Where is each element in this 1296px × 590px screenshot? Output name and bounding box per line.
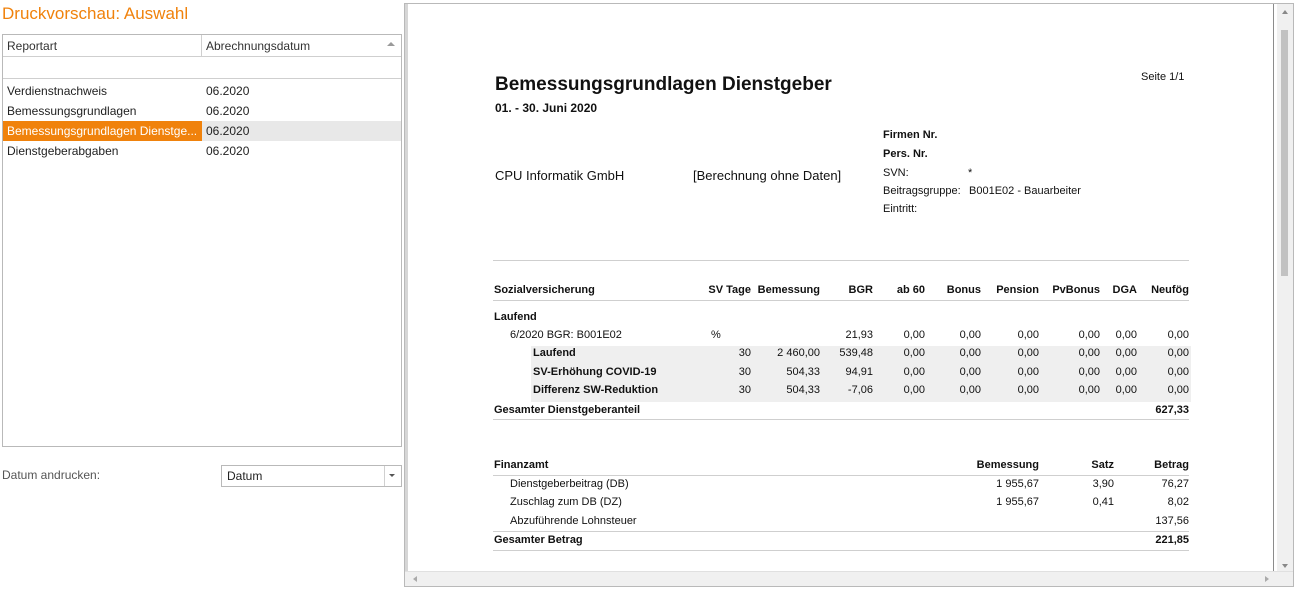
sv-row-label: SV-Erhöhung COVID-19 [533,366,657,378]
date-print-value: Datum [227,469,263,483]
fa-row-satz: 0,41 [1092,496,1114,508]
sv-row-pvbonus: 0,00 [1078,384,1100,396]
fa-row-label: Dienstgeberbeitrag (DB) [510,478,629,490]
report-title: Bemessungsgrundlagen Dienstgeber [495,74,832,95]
eintritt-label: Eintritt: [883,203,918,215]
fa-total-value: 221,85 [1155,534,1189,546]
sv-row-pvbonus: 0,00 [1078,329,1100,341]
sv-row-bemessung: 2 460,00 [777,347,820,359]
dropdown-button[interactable] [384,466,401,486]
divider [493,419,1189,420]
fa-header: Betrag [1154,459,1189,471]
date-print-select[interactable] [221,465,402,487]
fa-header: Bemessung [976,459,1039,471]
sv-row-pension: 0,00 [1017,366,1039,378]
sv-row-bgr: -7,06 [847,384,873,396]
fa-row-betrag: 8,02 [1167,496,1189,508]
list-item-selected[interactable] [3,121,401,141]
sv-header: Bemessung [757,284,820,296]
sv-header: PvBonus [1052,284,1100,296]
sv-header: ab 60 [896,284,925,296]
date-print-label: Datum andrucken: [2,468,101,482]
sv-row-neufoeg: 0,00 [1167,347,1189,359]
sv-header: Bonus [946,284,981,296]
beitragsgruppe-value: B001E02 - Bauarbeiter [969,185,1081,197]
report-list[interactable] [2,34,402,447]
window-title: Druckvorschau: Auswahl [2,4,189,23]
sv-row-dga: 0,00 [1115,329,1137,341]
sv-row-pvbonus: 0,00 [1078,347,1100,359]
sv-row-neufoeg: 0,00 [1167,366,1189,378]
list-item-date: 06.2020 [206,124,250,138]
fa-total-label: Gesamter Betrag [494,534,583,546]
sv-row-neufoeg: 0,00 [1167,384,1189,396]
sv-row-label: Laufend [533,347,576,359]
list-item-reportart: Dienstgeberabgaben [7,144,119,158]
scroll-up-icon[interactable] [1282,10,1288,14]
list-item-date: 06.2020 [206,84,250,98]
beitragsgruppe-label: Beitragsgruppe: [883,185,961,197]
sv-row-bemessung: 504,33 [786,366,820,378]
list-item-date: 06.2020 [206,144,250,158]
fa-row-bemessung: 1 955,67 [996,496,1039,508]
sv-total-label: Gesamter Dienstgeberanteil [494,404,641,416]
sv-row-tage: 30 [738,384,751,396]
list-item-reportart: Bemessungsgrundlagen [7,104,137,118]
fa-row-betrag: 76,27 [1161,478,1189,490]
fa-row-label: Zuschlag zum DB (DZ) [510,496,622,508]
fa-row-satz: 3,90 [1092,478,1114,490]
sv-header: DGA [1112,284,1137,296]
fa-row-bemessung: 1 955,67 [996,478,1039,490]
company-name: CPU Informatik GmbH [495,168,625,183]
fa-header: Finanzamt [494,459,549,471]
sv-section-label: Laufend [494,311,537,323]
sv-row-dga: 0,00 [1115,384,1137,396]
sv-row-tage: % [711,329,721,341]
page-edge [1273,4,1274,572]
sv-row-dga: 0,00 [1115,366,1137,378]
sv-header: Pension [996,284,1039,296]
sv-row-bonus: 0,00 [959,329,981,341]
firmen-nr-label: Firmen Nr. [883,129,938,141]
list-item[interactable] [3,101,401,121]
vertical-scrollbar[interactable] [1277,4,1293,572]
sv-row-bgr: 21,93 [845,329,873,341]
filter-row[interactable] [3,57,401,79]
list-header [3,35,401,57]
sv-row-ab60: 0,00 [903,347,925,359]
divider [493,260,1189,261]
list-item-reportart: Verdienstnachweis [7,84,108,98]
svn-value: * [968,167,973,179]
chevron-down-icon [389,474,395,477]
list-item-reportart: Bemessungsgrundlagen Dienstge... [3,121,202,141]
sv-row-neufoeg: 0,00 [1167,329,1189,341]
pers-nr-label: Pers. Nr. [883,148,928,160]
report-page [405,4,1273,572]
sort-ascending-icon[interactable] [387,42,395,46]
list-item[interactable] [3,81,401,101]
fa-row-betrag: 137,56 [1155,515,1189,527]
column-separator[interactable] [201,35,202,56]
divider [493,475,1189,476]
scroll-thumb[interactable] [1281,30,1288,276]
sv-row-tage: 30 [738,347,751,359]
report-period: 01. - 30. Juni 2020 [495,101,598,115]
sv-total-value: 627,33 [1155,404,1189,416]
sv-header: BGR [848,284,873,296]
sv-row-ab60: 0,00 [903,384,925,396]
sv-row-ab60: 0,00 [903,329,925,341]
scroll-right-icon[interactable] [1265,576,1269,582]
svn-label: SVN: [883,167,909,179]
divider [493,531,1189,532]
fa-row-label: Abzuführende Lohnsteuer [510,515,637,527]
sv-row-dga: 0,00 [1115,347,1137,359]
sv-row-pension: 0,00 [1017,347,1039,359]
list-item-date: 06.2020 [206,104,250,118]
sv-row-bonus: 0,00 [959,366,981,378]
scroll-down-icon[interactable] [1282,564,1288,568]
column-header-abrechnungsdatum[interactable]: Abrechnungsdatum [206,39,311,53]
sv-row-bgr: 539,48 [839,347,873,359]
sv-header: Neufög [1151,284,1189,296]
sv-row-bonus: 0,00 [959,347,981,359]
sv-row-bonus: 0,00 [959,384,981,396]
sv-row-pension: 0,00 [1017,329,1039,341]
sv-header: SV Tage [708,284,751,296]
list-item[interactable] [3,141,401,161]
print-preview[interactable] [404,3,1294,587]
divider [493,300,1189,301]
list-rows [3,81,401,161]
sv-row-pension: 0,00 [1017,384,1039,396]
sv-row-ab60: 0,00 [903,366,925,378]
sv-row-label: 6/2020 BGR: B001E02 [510,329,622,341]
sv-row-bemessung: 504,33 [786,384,820,396]
sv-header: Sozialversicherung [494,284,595,296]
sv-row-pvbonus: 0,00 [1078,366,1100,378]
sv-row-bgr: 94,91 [845,366,873,378]
sv-row-label: Differenz SW-Reduktion [533,384,659,396]
horizontal-scrollbar[interactable] [405,571,1293,586]
column-header-reportart[interactable]: Reportart [7,39,58,53]
page-number: Seite 1/1 [1141,71,1185,83]
scroll-left-icon[interactable] [413,576,417,582]
sv-row-tage: 30 [738,366,751,378]
fa-header: Satz [1091,459,1114,471]
divider [493,550,1189,551]
calculation-note: [Berechnung ohne Daten] [693,168,842,183]
